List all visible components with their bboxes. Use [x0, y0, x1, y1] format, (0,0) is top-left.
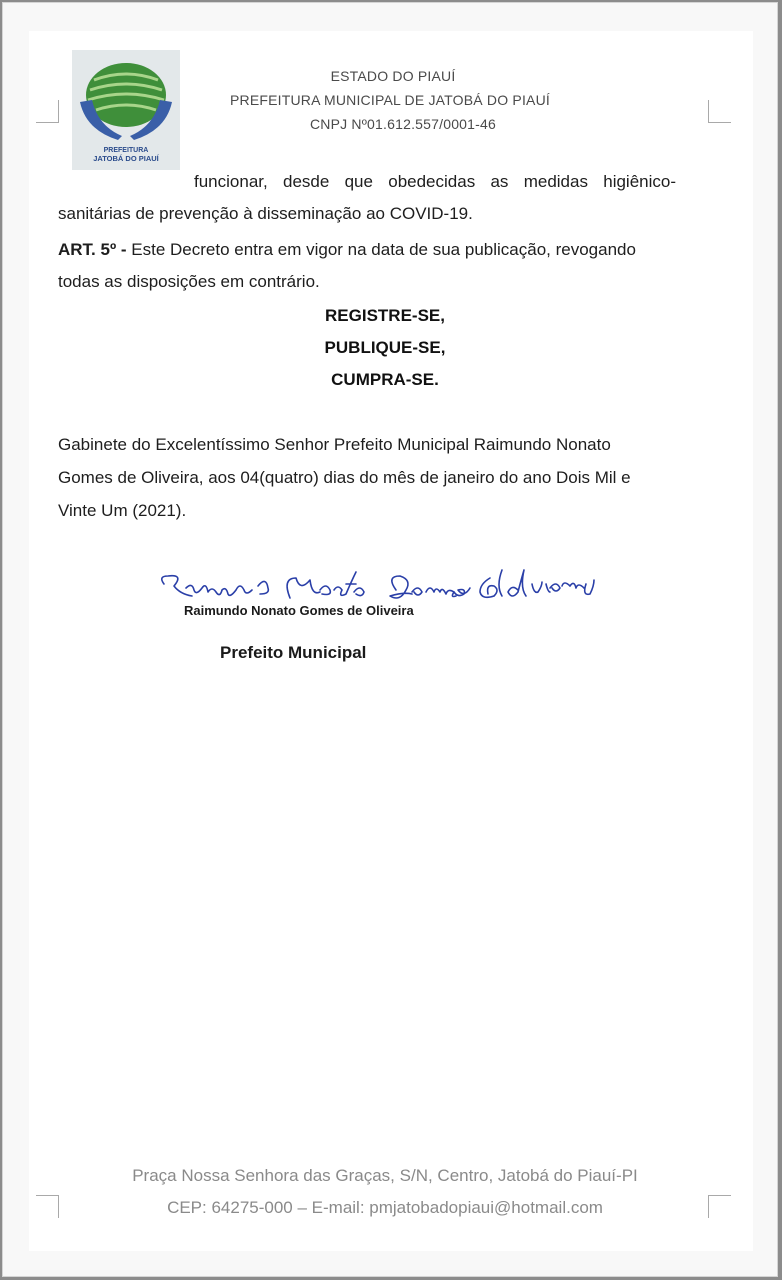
watermelon-hands-icon: [72, 50, 180, 170]
paragraph-line: sanitárias de prevenção à disseminação ao COVID-19.: [58, 204, 473, 223]
prefecture-logo: [72, 50, 180, 170]
gabinete-line2: Gomes de Oliveira, aos 04(quatro) dias do mês de janeiro do ano Dois Mil e: [58, 468, 631, 487]
article-5-line2: todas as disposições em contrário.: [58, 272, 320, 291]
header-prefecture: PREFEITURA MUNICIPAL DE JATOBÁ DO PIAUÍ: [229, 92, 550, 108]
crop-mark-top-left: [36, 100, 59, 123]
gabinete-line1: Gabinete do Excelentíssimo Senhor Prefeito Municipal Raimundo Nonato: [58, 435, 611, 454]
paragraph-continuation: [58, 166, 676, 230]
crop-mark-bottom-right: [708, 1195, 731, 1218]
crop-mark-bottom-left: [36, 1195, 59, 1218]
gabinete-line3: Vinte Um (2021).: [58, 501, 187, 520]
word: medidas: [523, 172, 588, 191]
word: desde: [283, 172, 330, 191]
word: higiênico-: [603, 172, 676, 191]
document-footer: [60, 1160, 710, 1224]
paragraph-line-justified: [58, 166, 676, 198]
gabinete-paragraph: [58, 428, 676, 527]
logo-text-line2: JATOBÁ DO PIAUÍ: [93, 154, 159, 163]
closing-formula: [230, 300, 540, 396]
word: as: [490, 172, 509, 191]
crop-mark-top-right: [708, 100, 731, 123]
footer-address: Praça Nossa Senhora das Graças, S/N, Centro, Jatobá do Piauí-PI: [132, 1166, 638, 1185]
closing-publique: PUBLIQUE-SE,: [324, 338, 446, 357]
logo-text-line1: PREFEITURA: [103, 147, 149, 154]
header-state: ESTADO DO PIAUÍ: [330, 68, 456, 84]
footer-contact: CEP: 64275-000 – E-mail: pmjatobadopiaui@hotmail.com: [167, 1198, 603, 1217]
signature-role: Prefeito Municipal: [220, 643, 367, 662]
word: que: [344, 172, 373, 191]
article-5-line1: [58, 234, 676, 266]
article-5: [58, 234, 676, 298]
document-header: [180, 64, 600, 136]
article-5-text: Este Decreto entra em vigor na data de sua publicação, revogando: [126, 240, 636, 259]
closing-registre: REGISTRE-SE,: [325, 306, 445, 325]
closing-cumpra: CUMPRA-SE.: [331, 370, 439, 389]
word: funcionar,: [194, 172, 268, 191]
signature-printed-name: Raimundo Nonato Gomes de Oliveira: [184, 603, 414, 618]
word: obedecidas: [388, 172, 476, 191]
article-5-label: ART. 5º -: [58, 240, 127, 259]
header-cnpj: CNPJ Nº01.612.557/0001-46: [309, 116, 496, 132]
